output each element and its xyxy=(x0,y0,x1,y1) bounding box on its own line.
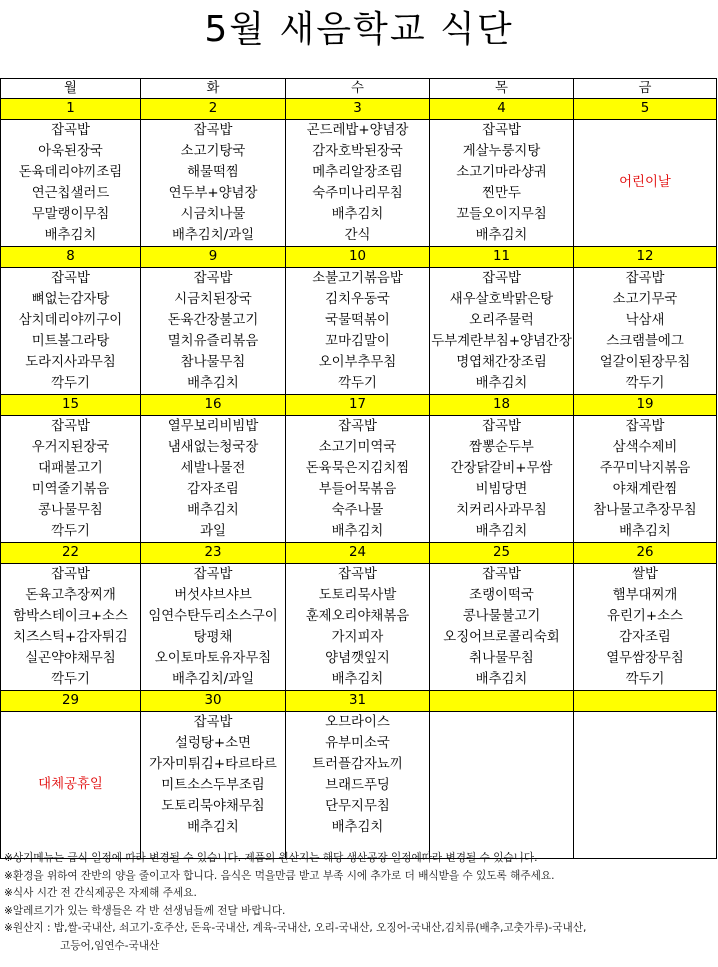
note-line: ※상기메뉴는 급식 일정에 따라 변경될 수 있습니다. 제품의 원산지는 해당 생산공장 일정에따라 변경될 수 있습니다. xyxy=(4,852,538,864)
menu-item: 도라지사과무침 xyxy=(25,355,116,370)
date-cell: 15 xyxy=(1,395,141,416)
menu-item: 배추김치 xyxy=(331,672,384,687)
menu-item: 스크램블에그 xyxy=(606,334,684,349)
menu-item: 냄새없는청국장 xyxy=(167,440,259,455)
menu-item: 오징어브로콜리숙회 xyxy=(443,630,560,645)
menu-item: 숙주나물 xyxy=(331,503,384,518)
date-cell: 3 xyxy=(286,99,430,120)
menu-item: 배추김치 xyxy=(187,820,239,835)
date-cell: 11 xyxy=(430,247,574,268)
menu-item: 꼬들오이지무침 xyxy=(456,207,547,222)
menu-item: 두부계란부침+양념간장 xyxy=(431,334,572,349)
menu-item: 가자미튀김+타르타르 xyxy=(149,757,277,772)
date-cell xyxy=(430,691,574,712)
menu-row xyxy=(1,120,717,247)
menu-item: 짬뽕순두부 xyxy=(469,440,534,455)
menu-item: 돈육고추장찌개 xyxy=(25,588,116,603)
notes-section xyxy=(4,850,716,956)
menu-cell xyxy=(286,268,430,395)
weekday-header: 수 xyxy=(286,79,430,99)
menu-item: 오므라이스 xyxy=(325,715,390,730)
menu-row xyxy=(1,268,717,395)
menu-item: 잡곡밥 xyxy=(482,419,521,434)
menu-item: 깍두기 xyxy=(625,672,665,687)
menu-item: 치즈스틱+감자튀김 xyxy=(13,630,128,645)
menu-row xyxy=(1,416,717,543)
menu-item: 배추김치 xyxy=(331,820,384,835)
menu-cell xyxy=(1,268,141,395)
date-cell: 30 xyxy=(141,691,286,712)
menu-item: 열무보리비빔밥 xyxy=(167,419,259,434)
menu-item: 실곤약야채무침 xyxy=(25,651,116,666)
date-cell: 10 xyxy=(286,247,430,268)
menu-item: 잡곡밥 xyxy=(193,715,233,730)
menu-item: 무말랭이무침 xyxy=(31,207,110,222)
menu-item: 잡곡밥 xyxy=(338,567,377,582)
menu-item: 김치우동국 xyxy=(325,292,390,307)
menu-cell xyxy=(141,120,286,247)
menu-table xyxy=(0,78,717,859)
date-cell: 24 xyxy=(286,543,430,564)
menu-item: 배추김치/과일 xyxy=(171,672,255,687)
menu-item: 브래드푸딩 xyxy=(325,778,390,793)
menu-item: 치커리사과무침 xyxy=(456,503,547,518)
menu-item: 조랭이떡국 xyxy=(469,588,534,603)
menu-cell xyxy=(574,120,717,247)
menu-item: 감자호박된장국 xyxy=(312,144,403,159)
date-row xyxy=(1,395,717,416)
menu-item: 간식 xyxy=(344,228,371,243)
date-cell: 8 xyxy=(1,247,141,268)
menu-item: 숙주미나리무침 xyxy=(312,186,403,201)
menu-item: 배추김치 xyxy=(331,207,384,222)
weekday-header-row xyxy=(1,79,717,99)
menu-item: 탕평채 xyxy=(193,630,233,645)
menu-item: 잡곡밥 xyxy=(625,271,665,286)
menu-item: 훈제오리야채볶음 xyxy=(305,609,410,624)
menu-item: 트러플감자뇨끼 xyxy=(312,757,403,772)
menu-item: 잡곡밥 xyxy=(625,419,665,434)
menu-cell xyxy=(286,120,430,247)
menu-item: 잡곡밥 xyxy=(482,271,521,286)
menu-item: 소고기탕국 xyxy=(180,144,246,159)
menu-cell xyxy=(1,416,141,543)
menu-item: 잡곡밥 xyxy=(193,123,233,138)
menu-cell xyxy=(430,268,574,395)
menu-cell xyxy=(141,416,286,543)
menu-item: 꼬마김말이 xyxy=(325,334,390,349)
date-cell: 18 xyxy=(430,395,574,416)
menu-cell xyxy=(141,268,286,395)
menu-item: 감자조림 xyxy=(187,482,239,497)
menu-item: 단무지무침 xyxy=(325,799,390,814)
menu-cell xyxy=(574,268,717,395)
menu-item: 메추리알장조림 xyxy=(312,165,403,180)
menu-item: 시금치된장국 xyxy=(174,292,252,307)
menu-item: 소고기미역국 xyxy=(318,440,397,455)
menu-item: 주꾸미낙지볶음 xyxy=(599,461,691,476)
menu-item: 해물떡찜 xyxy=(187,165,239,180)
menu-cell xyxy=(1,120,141,247)
menu-item: 버섯샤브샤브 xyxy=(174,588,252,603)
menu-item: 돈육묵은지김치찜 xyxy=(305,461,410,476)
menu-item: 유린기+소스 xyxy=(607,609,683,624)
menu-item: 햄부대찌개 xyxy=(612,588,678,603)
menu-item: 소불고기볶음밥 xyxy=(312,271,403,286)
menu-item: 배추김치/과일 xyxy=(171,228,255,243)
date-cell: 25 xyxy=(430,543,574,564)
date-cell: 29 xyxy=(1,691,141,712)
menu-item: 잡곡밥 xyxy=(193,567,233,582)
date-cell: 2 xyxy=(141,99,286,120)
menu-item: 배추김치 xyxy=(187,503,239,518)
date-cell: 16 xyxy=(141,395,286,416)
menu-item: 참나물무침 xyxy=(180,355,246,370)
menu-item: 소고기무국 xyxy=(612,292,678,307)
note-line: ※원산지 : 밥,쌀-국내산, 쇠고기-호주산, 돈육-국내산, 계육-국내산, 오리-국내산, 오징어-국내산,김치류(배추,고춧가루)-국내산, xyxy=(4,922,587,935)
menu-item: 도토리묵사발 xyxy=(318,588,397,603)
menu-cell xyxy=(574,416,717,543)
menu-item: 잡곡밥 xyxy=(482,123,521,138)
menu-item: 비빔당면 xyxy=(475,482,528,497)
menu-item: 잡곡밥 xyxy=(193,271,233,286)
menu-item: 콩나물불고기 xyxy=(462,609,541,624)
menu-item: 삼치데리야끼구이 xyxy=(18,313,123,328)
menu-item: 깍두기 xyxy=(51,672,90,687)
menu-item: 얼갈이된장무침 xyxy=(599,355,691,370)
date-cell: 19 xyxy=(574,395,717,416)
note-line: ※알레르기가 있는 학생들은 각 반 선생님들께 전달 바랍니다. xyxy=(4,904,286,917)
menu-item: 배추김치 xyxy=(475,376,528,391)
date-cell xyxy=(574,691,717,712)
menu-item: 배추김치 xyxy=(619,524,671,539)
menu-item: 아욱된장국 xyxy=(38,144,103,159)
menu-item: 잡곡밥 xyxy=(51,419,90,434)
menu-item: 감자조림 xyxy=(619,630,671,645)
menu-cell xyxy=(430,120,574,247)
date-cell: 12 xyxy=(574,247,717,268)
date-cell: 9 xyxy=(141,247,286,268)
menu-cell xyxy=(141,712,286,859)
menu-item: 과일 xyxy=(200,524,226,539)
menu-item: 새우살호박맑은탕 xyxy=(449,292,554,307)
date-row xyxy=(1,691,717,712)
menu-item: 잡곡밥 xyxy=(51,123,90,138)
menu-item: 깍두기 xyxy=(625,376,665,391)
menu-cell xyxy=(1,712,141,859)
menu-item: 소고기마라샹궈 xyxy=(456,165,547,180)
date-row xyxy=(1,99,717,120)
menu-cell xyxy=(1,564,141,691)
weekday-header: 금 xyxy=(574,79,717,99)
weekday-header: 목 xyxy=(430,79,574,99)
menu-item: 깍두기 xyxy=(338,376,377,391)
date-row xyxy=(1,543,717,564)
menu-cell xyxy=(286,712,430,859)
menu-item: 낙삼새 xyxy=(625,313,665,328)
date-cell: 17 xyxy=(286,395,430,416)
menu-item: 곤드레밥+양념장 xyxy=(306,123,409,138)
menu-item: 게살누룽지탕 xyxy=(462,144,541,159)
menu-row xyxy=(1,712,717,859)
note-line: ※식사 시간 전 간식제공은 자제해 주세요. xyxy=(4,887,197,900)
menu-item: 오이부추무침 xyxy=(318,355,397,370)
menu-item: 취나물무침 xyxy=(469,651,534,666)
menu-item: 국물떡볶이 xyxy=(325,313,390,328)
date-cell: 1 xyxy=(1,99,141,120)
menu-item: 함박스테이크+소스 xyxy=(13,609,128,624)
menu-item: 간장닭갈비+무쌈 xyxy=(450,461,553,476)
menu-item: 도토리묵야채무침 xyxy=(161,799,265,814)
menu-item: 배추김치 xyxy=(475,524,528,539)
menu-cell xyxy=(430,712,574,859)
menu-item: 멸치유즐리볶음 xyxy=(167,334,259,349)
note-line: 고등어,임연수-국내산 xyxy=(60,939,160,952)
menu-item: 삼색수제비 xyxy=(612,440,678,455)
date-row xyxy=(1,247,717,268)
date-cell: 26 xyxy=(574,543,717,564)
menu-item: 오리주물럭 xyxy=(469,313,534,328)
menu-item: 깍두기 xyxy=(51,524,90,539)
menu-item: 미트소스두부조림 xyxy=(161,778,265,793)
menu-item: 돈육간장불고기 xyxy=(167,313,259,328)
menu-item: 배추김치 xyxy=(187,376,239,391)
note-line: ※환경을 위하여 잔반의 양을 줄이고자 합니다. 음식은 먹을만큼 받고 부족 시에 추가로 더 배식받을 수 있도록 해주세요. xyxy=(4,869,555,882)
holiday-label: 대체공휴일 xyxy=(38,777,103,792)
menu-item: 배추김치 xyxy=(44,228,97,243)
menu-item: 유부미소국 xyxy=(325,736,390,751)
menu-item: 대패불고기 xyxy=(38,461,103,476)
menu-item: 임연수탄두리소스구이 xyxy=(148,609,278,624)
menu-cell xyxy=(574,564,717,691)
menu-item: 가지피자 xyxy=(331,630,384,645)
page-title: 5월 새음학교 식단 xyxy=(204,9,514,50)
date-cell: 22 xyxy=(1,543,141,564)
menu-item: 설렁탕+소면 xyxy=(175,736,251,751)
date-cell: 4 xyxy=(430,99,574,120)
menu-item: 연근칩샐러드 xyxy=(31,186,110,201)
menu-cell xyxy=(574,712,717,859)
menu-item: 배추김치 xyxy=(475,672,528,687)
menu-item: 미트볼그라탕 xyxy=(31,334,110,349)
date-cell: 31 xyxy=(286,691,430,712)
weekday-header: 화 xyxy=(141,79,286,99)
menu-item: 돈육데리야끼조림 xyxy=(18,165,123,180)
menu-item: 깍두기 xyxy=(51,376,90,391)
menu-item: 열무쌈장무침 xyxy=(606,651,684,666)
menu-cell xyxy=(286,416,430,543)
menu-item: 오이토마토유자무침 xyxy=(154,651,272,666)
menu-item: 명엽채간장조림 xyxy=(456,355,547,370)
menu-item: 양념깻잎지 xyxy=(325,651,390,666)
menu-item: 잡곡밥 xyxy=(482,567,521,582)
menu-item: 찐만두 xyxy=(482,186,521,201)
menu-item: 콩나물무침 xyxy=(38,503,103,518)
menu-item: 쌀밥 xyxy=(632,567,658,582)
menu-item: 참나물고추장무침 xyxy=(593,503,697,518)
menu-row xyxy=(1,564,717,691)
holiday-label: 어린이날 xyxy=(619,175,671,190)
menu-item: 부들어묵볶음 xyxy=(318,482,397,497)
menu-cell xyxy=(286,564,430,691)
date-cell: 5 xyxy=(574,99,717,120)
menu-item: 연두부+양념장 xyxy=(168,186,258,201)
weekday-header: 월 xyxy=(1,79,141,99)
menu-item: 배추김치 xyxy=(475,228,528,243)
menu-item: 우거지된장국 xyxy=(31,440,110,455)
menu-item: 배추김치 xyxy=(331,524,384,539)
menu-item: 세발나물전 xyxy=(180,461,246,476)
menu-item: 야채계란찜 xyxy=(612,482,678,497)
menu-cell xyxy=(430,416,574,543)
date-cell: 23 xyxy=(141,543,286,564)
menu-cell xyxy=(430,564,574,691)
menu-item: 시금치나물 xyxy=(180,207,246,222)
menu-cell xyxy=(141,564,286,691)
menu-item: 미역줄기볶음 xyxy=(31,482,110,497)
menu-item: 잡곡밥 xyxy=(51,271,90,286)
menu-item: 뼈없는감자탕 xyxy=(31,292,110,307)
menu-item: 잡곡밥 xyxy=(51,567,90,582)
menu-item: 잡곡밥 xyxy=(338,419,377,434)
